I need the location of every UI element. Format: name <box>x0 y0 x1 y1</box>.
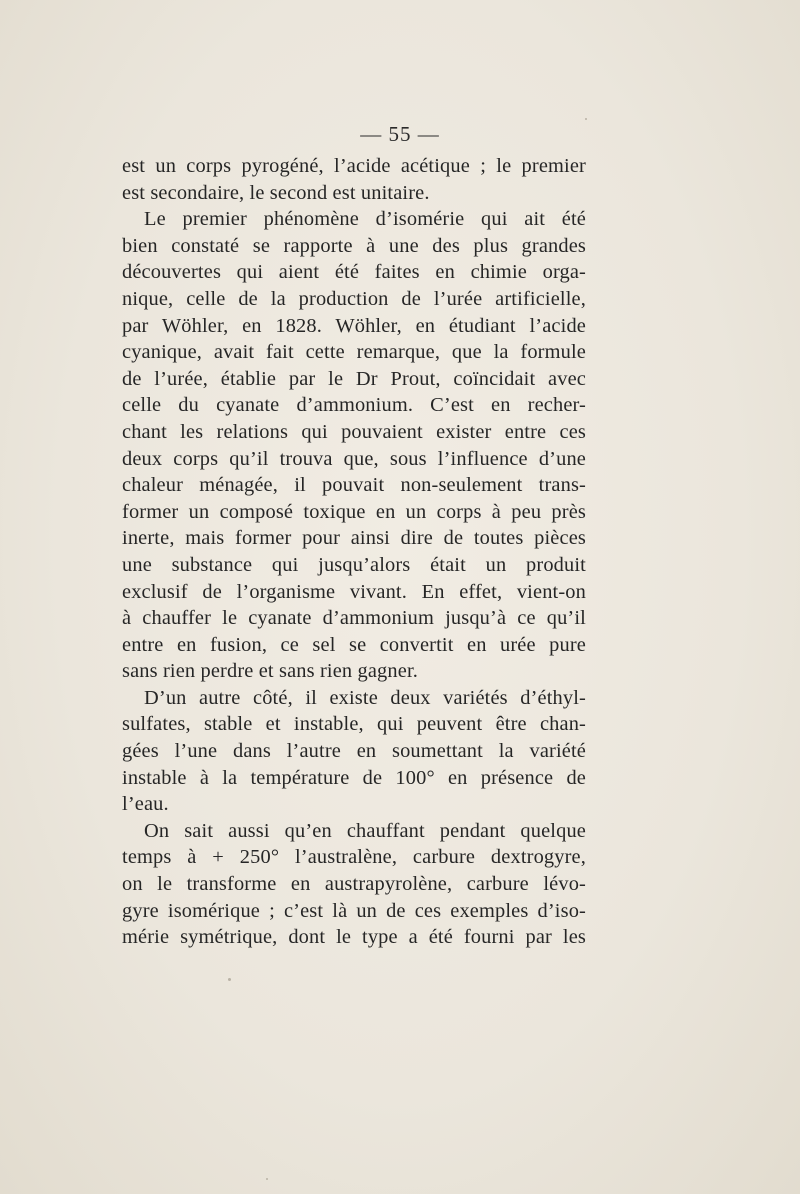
text-line: à chauffer le cyanate d’ammonium jusqu’à ce qu’il <box>122 607 586 630</box>
text-line: mérie symétrique, dont le type a été fourni par les <box>122 926 586 949</box>
text-line: sulfates, stable et instable, qui peuvent être chan- <box>122 713 586 736</box>
text-line: inerte, mais former pour ainsi dire de toutes pièces <box>122 527 586 550</box>
text-line: chaleur ménagée, il pouvait non-seulement trans- <box>122 474 586 497</box>
text-line: chant les relations qui pouvaient exister entre ces <box>122 420 586 443</box>
text-line: l’eau. <box>122 793 169 816</box>
paragraph-3 <box>122 685 586 818</box>
page-number: — 55 — <box>360 122 440 146</box>
text-line: gées l’une dans l’autre en soumettant la variété <box>122 740 586 763</box>
text-line: D’un autre côté, il existe deux variétés d’éthyl- <box>144 686 586 709</box>
text-line: instable à la température de 100° en présence de <box>122 766 586 789</box>
text-line: sans rien perdre et sans rien gagner. <box>122 660 419 683</box>
text-line: Le premier phénomène d’isomérie qui ait été <box>144 208 586 231</box>
text-line: une substance qui jusqu’alors était un produit <box>122 553 586 576</box>
text-line: de l’urée, établie par le Dr Prout, coïncidait avec <box>122 367 586 390</box>
text-line: temps à + 250° l’australène, carbure dextrogyre, <box>122 846 586 869</box>
text-body <box>122 153 586 951</box>
text-line: est un corps pyrogéné, l’acide acétique ; le premier <box>122 155 586 177</box>
text-line: on le transforme en austrapyrolène, carbure lévo- <box>122 873 586 896</box>
text-line: cyanique, avait fait cette remarque, que la formule <box>122 341 586 364</box>
text-line: découvertes qui aient été faites en chimie orga- <box>122 261 586 284</box>
paper-speck <box>585 118 587 120</box>
text-line: deux corps qu’il trouva que, sous l’influence d’une <box>122 447 586 470</box>
text-line: celle du cyanate d’ammonium. C’est en recher- <box>122 394 586 417</box>
text-line: entre en fusion, ce sel se convertit en urée pure <box>122 633 586 656</box>
paper-speck <box>266 1178 268 1180</box>
paragraph-4 <box>122 818 586 951</box>
text-line: est secondaire, le second est unitaire. <box>122 181 430 204</box>
paragraph-1 <box>122 153 586 206</box>
text-line: exclusif de l’organisme vivant. En effet, vient-on <box>122 580 586 603</box>
text-line: former un composé toxique en un corps à peu près <box>122 500 586 523</box>
text-line: bien constaté se rapporte à une des plus grandes <box>122 234 586 257</box>
paper-speck <box>228 978 231 981</box>
paragraph-2 <box>122 206 586 685</box>
text-line: nique, celle de la production de l’urée artificielle, <box>122 287 586 310</box>
text-line: gyre isomérique ; c’est là un de ces exemples d’iso- <box>122 899 586 922</box>
text-line: par Wöhler, en 1828. Wöhler, en étudiant l’acide <box>122 314 586 337</box>
text-line: On sait aussi qu’en chauffant pendant quelque <box>144 819 586 842</box>
